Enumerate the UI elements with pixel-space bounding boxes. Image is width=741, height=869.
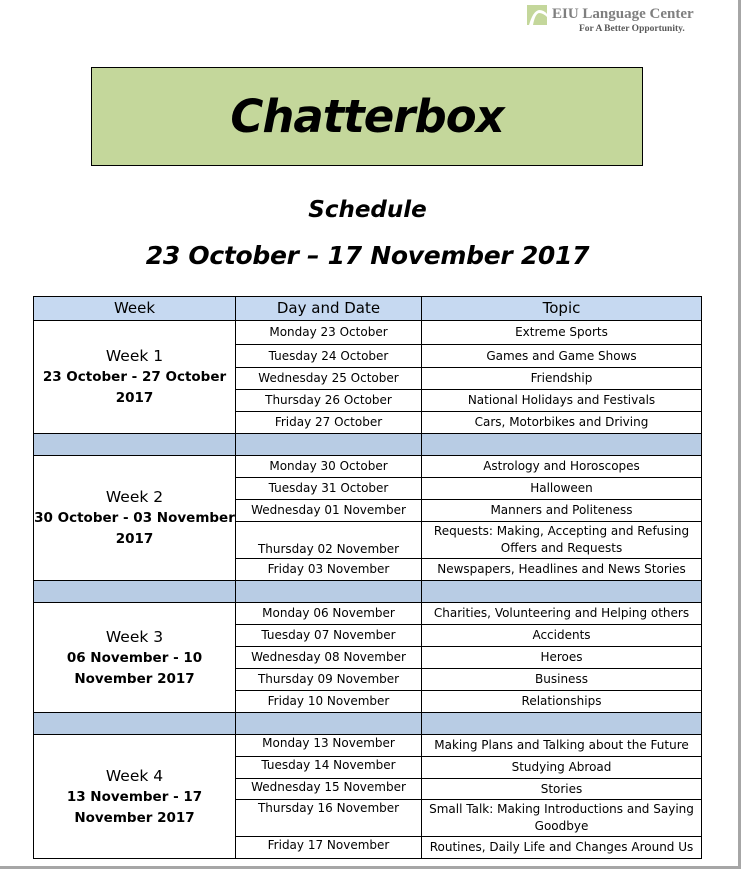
topic: Halloween: [422, 478, 702, 500]
topic: Studying Abroad: [422, 757, 702, 779]
topic: Cars, Motorbikes and Driving: [422, 412, 702, 434]
eiu-logo-icon: [527, 5, 547, 25]
week-range: 13 November - 17 November 2017: [66, 788, 203, 826]
day-date: Monday 06 November: [236, 603, 422, 625]
title-banner: [91, 67, 643, 166]
separator-cell: [34, 713, 236, 735]
topic: Friendship: [422, 368, 702, 390]
day-date: Thursday 16 November: [236, 800, 422, 837]
separator-cell: [236, 434, 422, 456]
week-range: 30 October - 03 November 2017: [34, 510, 235, 547]
separator-cell: [422, 581, 702, 603]
separator-cell: [34, 581, 236, 603]
table-row: [34, 603, 702, 625]
day-date: Thursday 26 October: [236, 390, 422, 412]
topic: Extreme Sports: [422, 321, 702, 345]
topic: Manners and Politeness: [422, 500, 702, 522]
day-date: Friday 10 November: [236, 691, 422, 713]
separator-cell: [236, 713, 422, 735]
column-header-day-date: Day and Date: [236, 297, 422, 321]
topic: Requests: Making, Accepting and Refusing Offers and Requests: [422, 522, 702, 559]
separator-cell: [236, 581, 422, 603]
separator-cell: [422, 713, 702, 735]
table-row: [34, 735, 702, 757]
topic: Astrology and Horoscopes: [422, 456, 702, 478]
day-date: Friday 03 November: [236, 559, 422, 581]
date-range-heading: 23 October – 17 November 2017: [145, 241, 590, 270]
week-name: Week 3: [105, 627, 164, 646]
day-date: Monday 30 October: [236, 456, 422, 478]
column-header-topic: Topic: [422, 297, 702, 321]
table-header-row: [34, 297, 702, 321]
topic: Routines, Daily Life and Changes Around Us: [422, 837, 702, 859]
topic: Stories: [422, 779, 702, 800]
topic: National Holidays and Festivals: [422, 390, 702, 412]
day-date: Wednesday 15 November: [236, 779, 422, 800]
week-name: Week 2: [105, 488, 164, 506]
week-cell: [34, 735, 236, 859]
schedule-heading: Schedule: [308, 197, 427, 223]
day-date: Tuesday 24 October: [236, 345, 422, 368]
topic: Heroes: [422, 647, 702, 669]
topic: Making Plans and Talking about the Future: [422, 735, 702, 757]
week-name: Week 1: [105, 347, 164, 365]
day-date: Tuesday 31 October: [236, 478, 422, 500]
separator-cell: [34, 434, 236, 456]
topic: Newspapers, Headlines and News Stories: [422, 559, 702, 581]
schedule-table: [33, 296, 702, 859]
day-date: Friday 27 October: [236, 412, 422, 434]
day-date: Friday 17 November: [236, 837, 422, 859]
separator-row: [34, 713, 702, 735]
topic: Relationships: [422, 691, 702, 713]
day-date: Thursday 09 November: [236, 669, 422, 691]
day-date: Wednesday 01 November: [236, 500, 422, 522]
day-date: Monday 13 November: [236, 735, 422, 757]
topic: Business: [422, 669, 702, 691]
topic: Charities, Volunteering and Helping others: [422, 603, 702, 625]
day-date: Thursday 02 November: [236, 522, 422, 559]
topic: Small Talk: Making Introductions and Saying Goodbye: [422, 800, 702, 837]
topic: Accidents: [422, 625, 702, 647]
week-cell: [34, 456, 236, 581]
day-date: Wednesday 25 October: [236, 368, 422, 390]
day-date: Tuesday 07 November: [236, 625, 422, 647]
topic: Games and Game Shows: [422, 345, 702, 368]
day-date: Wednesday 08 November: [236, 647, 422, 669]
day-date: Monday 23 October: [236, 321, 422, 345]
column-header-week: Week: [34, 297, 236, 321]
table-row: [34, 321, 702, 345]
separator-cell: [422, 434, 702, 456]
logo-title: EIU Language Center: [552, 6, 694, 22]
page-title: Chatterbox: [230, 90, 504, 143]
day-date: Tuesday 14 November: [236, 757, 422, 779]
separator-row: [34, 581, 702, 603]
separator-row: [34, 434, 702, 456]
week-cell: [34, 603, 236, 713]
week-range: 23 October - 27 October 2017: [42, 369, 227, 406]
logo-tagline: For A Better Opportunity.: [579, 24, 685, 34]
week-name: Week 4: [105, 766, 164, 785]
table-row: [34, 456, 702, 478]
week-cell: [34, 321, 236, 434]
week-range: 06 November - 10 November 2017: [66, 649, 203, 687]
